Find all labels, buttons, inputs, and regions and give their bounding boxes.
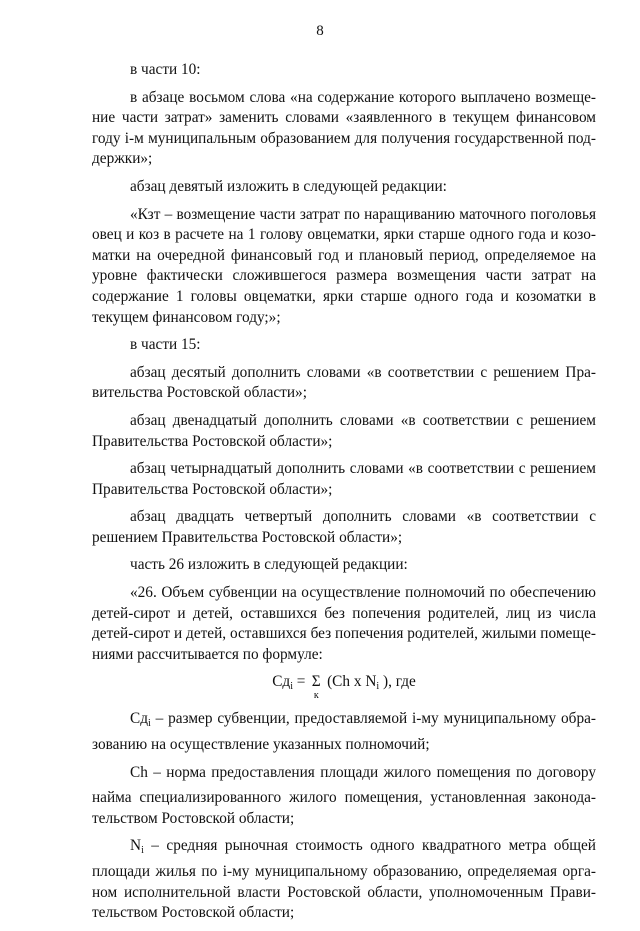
definition-text: – размер субвенции, предоставляемой i-му муниципальному образованию на осуществление указанных полномочий;	[92, 710, 596, 754]
document-body	[92, 60, 596, 931]
paragraph: в части 10:	[130, 61, 201, 78]
definition-symbol-subscript: i	[141, 845, 144, 857]
sigma-symbol: Σ	[311, 673, 321, 691]
paragraph: «26. Объем субвенции на осуществление полномочий по обеспечению детей-сирот и детей, оставшихся без попечения родителей, лиц из числа детей-сирот и детей, оставшихся без попечения родителей, жилыми помещениями рассчитывается по формуле:	[92, 584, 596, 663]
paragraph: абзац девятый изложить в следующей редакции:	[130, 177, 447, 195]
formula-sum	[309, 672, 323, 702]
paragraph: «Кзт – возмещение части затрат по наращиванию маточного поголовья овец и коз в расчете на 1 голову овцематки, ярки старше одного года и козоматки на очередной финансовый год и плановый период, определяемое на уровне фактически сложившегося размера возмещения части затрат на содержание 1 головы овцематки, ярки старше одного года и козоматки в текущем финансовом году;»;	[92, 205, 596, 326]
formula-rhs-close: ), где	[379, 673, 416, 691]
definition-symbol-subscript: i	[148, 718, 151, 730]
formula-lhs: Сд	[272, 673, 291, 691]
definition-symbol: N	[130, 837, 142, 855]
definition-symbol: Сд	[130, 710, 148, 728]
formula-equals: =	[292, 673, 310, 691]
definition-text: – средняя рыночная стоимость одного квадратного метра общей площади жилья по i-му муниципальному образованию, определяемая органом исполнительной власти Ростовской области, уполномоченным Правительством Ростовской области;	[92, 837, 596, 922]
definition-paragraph	[92, 709, 596, 755]
definition-paragraph	[92, 763, 596, 830]
paragraph: абзац двадцать четвертый дополнить словами «в соответствии с решением Правительства Ростовской области»;	[92, 508, 596, 546]
page-number: 8	[316, 23, 324, 39]
subvention-formula	[92, 672, 596, 702]
sigma-subscript: к	[313, 690, 319, 702]
paragraph: абзац двенадцатый дополнить словами «в соответствии с решением Правительства Ростовской области»;	[92, 411, 596, 450]
formula-lhs-subscript: i	[290, 681, 293, 693]
formula-rhs-subscript: i	[376, 681, 380, 693]
paragraph: абзац десятый дополнить словами «в соответствии с решением Правительства Ростовской области»;	[92, 363, 596, 402]
definition-paragraph	[92, 836, 596, 923]
definition-text: – норма предоставления площади жилого помещения по договору найма специализированного жилого помещения, установленная законодательством Ростовской области;	[92, 763, 596, 827]
paragraph: в абзаце восьмом слова «на содержание которого выплачено возмещение части затрат» заменить словами «заявленного в текущем финансовом году i-м муниципальным образованием для получения государственной поддержки»;	[92, 88, 596, 168]
paragraph: абзац четырнадцатый дополнить словами «в соответствии с решением Правительства Ростовской области»;	[92, 460, 596, 498]
paragraph: в части 15:	[130, 336, 201, 354]
definition-symbol: Ch	[130, 763, 148, 781]
formula-rhs-open: (Ch x N	[323, 673, 377, 691]
paragraph: часть 26 изложить в следующей редакции:	[130, 556, 408, 574]
